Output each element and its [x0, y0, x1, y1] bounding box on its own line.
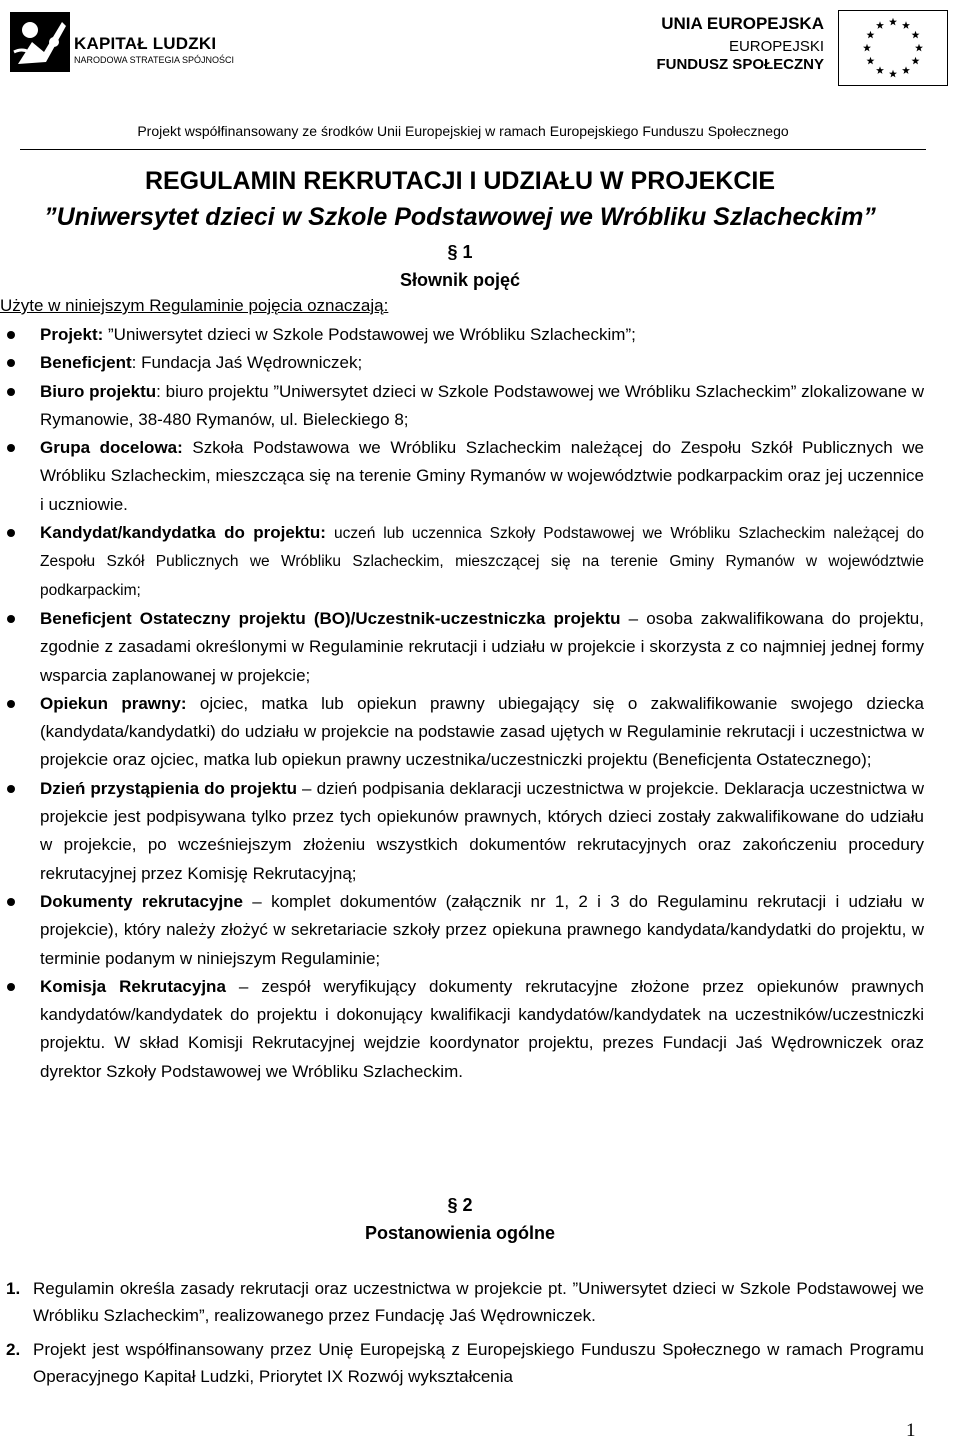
definition-item: Biuro projektu: biuro projektu ”Uniwersytet dzieci w Szkole Podstawowej we Wróbliku Szlacheckim” zlokalizowane w Rymanowie, 38-480 Rymanów, ul. Bieleckiego 8;: [0, 378, 924, 435]
project-title: ”Uniwersytet dzieci w Szkole Podstawowej we Wróbliku Szlacheckim”: [44, 203, 876, 231]
provision-item: 2. Projekt jest współfinansowany przez Unię Europejską z Europejskiego Funduszu Społecznego w ramach Programu Operacyjnego Kapitał Ludzki, Priorytet IX Rozwój wykształcenia: [6, 1340, 924, 1386]
bullet-icon: [7, 785, 15, 793]
definition-item: Komisja Rekrutacyjna – zespół weryfikujący dokumenty rekrutacyjne złożone przez opiekunów prawnych kandydatów/kandydatek do projektu i dokonujący kwalifikacji kandydatów/kandydatek na uczestników/uczestniczki projektu. W skład Komisji Rekrutacyjnej wejdzie koordynator projektu, prezes Fundacji Jaś Wędrowniczek oraz dyrektor Szkoły Podstawowej we Wróbliku Szlacheckim.: [0, 973, 924, 1086]
bullet-icon: [7, 388, 15, 396]
bullet-icon: [7, 331, 15, 339]
bullet-icon: [7, 700, 15, 708]
bullet-icon: [7, 359, 15, 367]
kapital-ludzki-name: KAPITAŁ LUDZKI: [74, 34, 217, 53]
section-1-intro: Użyte w niniejszym Regulaminie pojęcia oznaczają:: [0, 296, 389, 315]
header-divider: [20, 149, 926, 150]
cofinancing-note: Projekt współfinansowany ze środków Unii Europejskiej w ramach Europejskiego Funduszu Społecznego: [137, 123, 789, 139]
provision-item: 1. Regulamin określa zasady rekrutacji oraz uczestnictwa w projekcie pt. ”Uniwersytet dzieci w Szkole Podstawowej we Wróbliku Szlacheckim”, realizowanego przez Fundację Jaś Wędrowniczek.: [6, 1279, 924, 1325]
page-number: 1: [906, 1420, 916, 1441]
bullet-icon: [7, 983, 15, 991]
eu-fund-line1: EUROPEJSKI: [728, 38, 824, 55]
kapital-ludzki-logo: [10, 12, 240, 74]
definition-item: Opiekun prawny: ojciec, matka lub opiekun prawny ubiegający się o zakwalifikowanie swojego dziecka (kandydata/kandydatki) do udziału w projekcie na podstawie zasad ujętych w Regulaminie rekrutacji i uczestnictwa w projekcie oraz ojciec, matka lub opiekun prawny uczestnika/uczestniczki projektu (Beneficjenta Ostatecznego);: [0, 690, 924, 775]
general-provisions-list: [0, 1276, 924, 1398]
kapital-ludzki-subtitle: NARODOWA STRATEGIA SPÓJNOŚCI: [74, 55, 235, 65]
definition-item: Dzień przystąpienia do projektu – dzień podpisania deklaracji uczestnictwa w projekcie. Deklaracja uczestnictwa w projekcie jest podpisywana tylko przez tych opiekunów prawnych, których dzieci zostały zakwalifikowane do udziału w projekcie, po wcześniejszym złożeniu wszystkich dokumentów rekrutacyjnych oraz zakończeniu procedury rekrutacyjnej przez Komisję Rekrutacyjną;: [0, 775, 924, 888]
bullet-icon: [7, 529, 15, 537]
section-1-number: § 1: [447, 242, 473, 262]
section-2-number: § 2: [447, 1195, 473, 1215]
definitions-list: [0, 321, 924, 1086]
definition-item: Beneficjent: Fundacja Jaś Wędrowniczek;: [0, 349, 924, 377]
eu-flag-icon: [838, 10, 948, 86]
definition-item: Kandydat/kandydatka do projektu: uczeń lub uczennica Szkoły Podstawowej we Wróbliku Szlacheckim należącej do Zespołu Szkół Publicznych we Wróbliku Szlacheckim, mieszczącej się na terenie Gminy Rymanów w województwie podkarpackim;: [0, 519, 924, 605]
section-2-heading: Postanowienia ogólne: [364, 1223, 556, 1243]
eu-logo: [656, 10, 952, 86]
eu-fund-line2: FUNDUSZ SPOŁECZNY: [656, 56, 824, 73]
definition-item: Grupa docelowa: Szkoła Podstawowa we Wróbliku Szlacheckim należącej do Zespołu Szkół Publicznych we Wróbliku Szlacheckim, mieszcząca się na terenie Gminy Rymanów w województwie podkarpackim oraz jej uczennice i uczniowie.: [0, 434, 924, 519]
bullet-icon: [7, 444, 15, 452]
section-1-heading: Słownik pojęć: [399, 270, 521, 290]
definition-item: Projekt: ”Uniwersytet dzieci w Szkole Podstawowej we Wróbliku Szlacheckim”;: [0, 321, 924, 349]
bullet-icon: [7, 615, 15, 623]
document-title: REGULAMIN REKRUTACJI I UDZIAŁU W PROJEKCIE: [144, 167, 776, 195]
bullet-icon: [7, 898, 15, 906]
definition-item: Beneficjent Ostateczny projektu (BO)/Uczestnik-uczestniczka projektu – osoba zakwalifikowana do projektu, zgodnie z zasadami określonymi w Regulaminie rekrutacji i udziału w projekcie i skorzysta z co najmniej jednej formy wsparcia zaplanowanej w projekcie;: [0, 605, 924, 690]
page-header: [0, 0, 960, 152]
kapital-ludzki-emblem-icon: [10, 12, 70, 72]
eu-name: UNIA EUROPEJSKA: [661, 14, 824, 33]
definition-item: Dokumenty rekrutacyjne – komplet dokumentów (załącznik nr 1, 2 i 3 do Regulaminu rekrutacji i udziału w projekcie), który należy złożyć w sekretariacie szkoły przez opiekuna prawnego kandydata/kandydatki do projektu, w terminie podanym w niniejszym Regulaminie;: [0, 888, 924, 973]
